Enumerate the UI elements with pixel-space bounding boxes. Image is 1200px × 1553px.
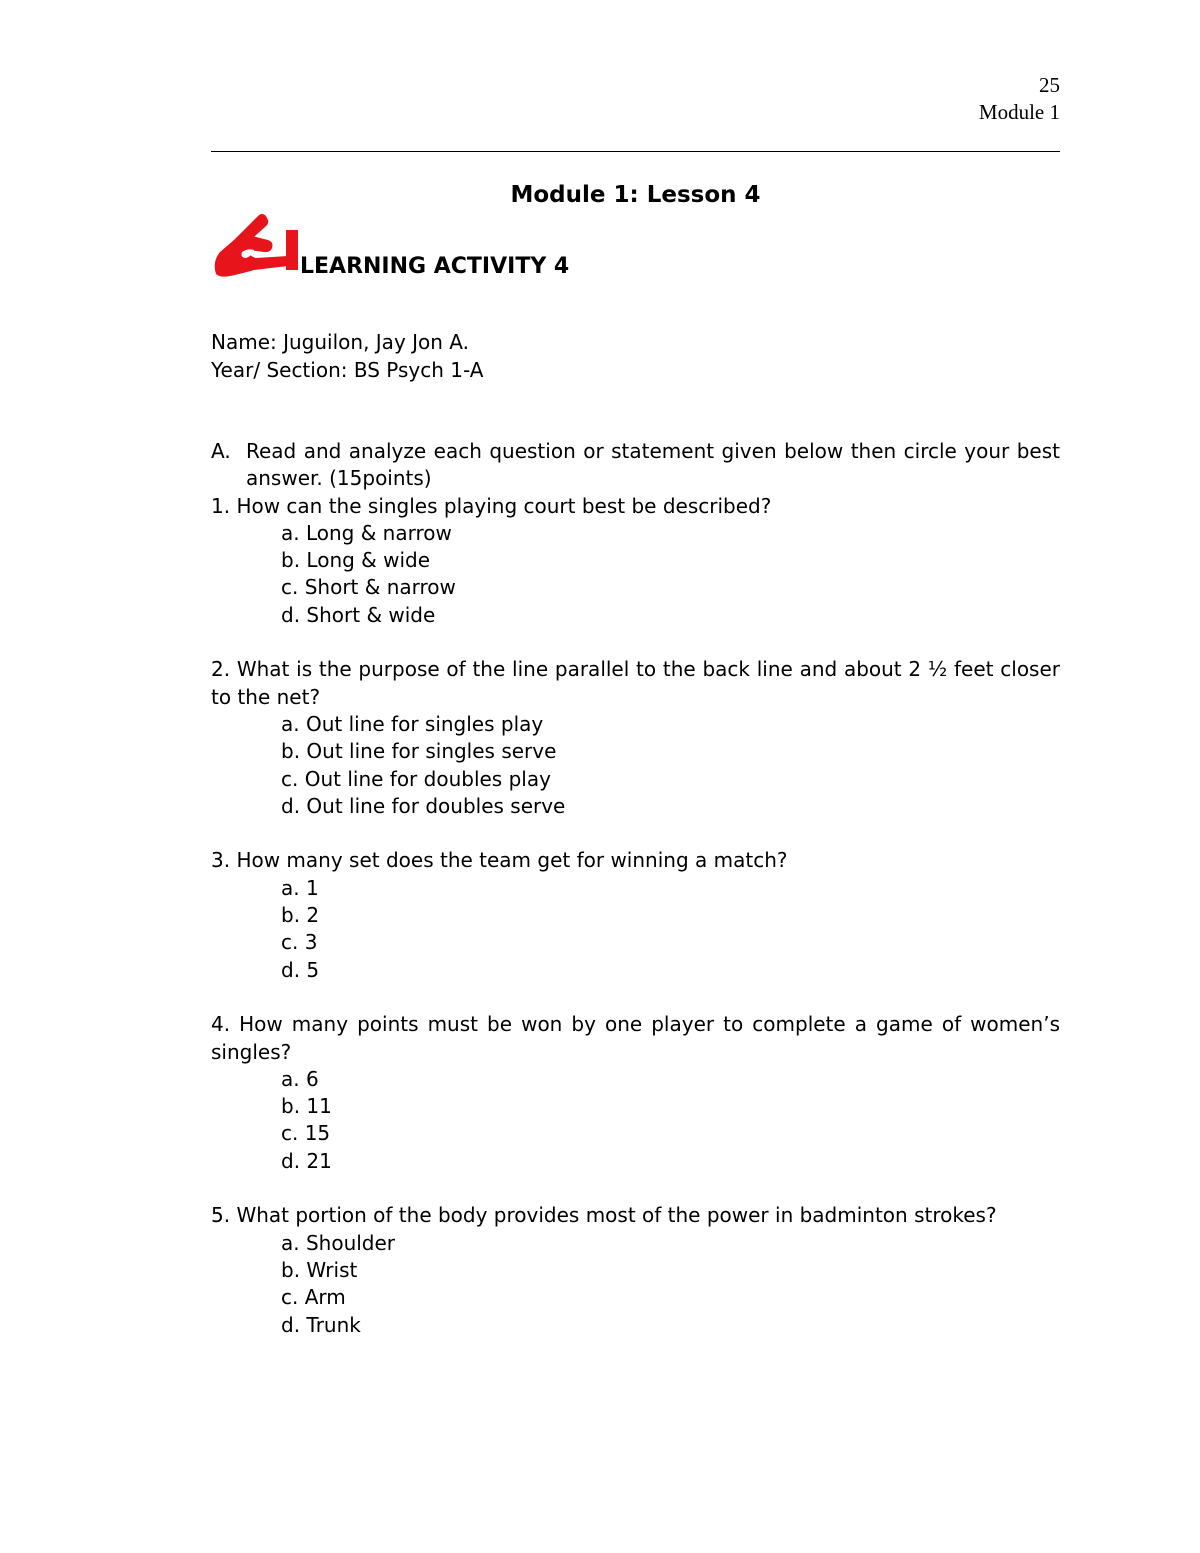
option[interactable]: a. 6 — [281, 1066, 319, 1091]
pointing-hand-icon — [212, 212, 298, 280]
question — [211, 493, 1060, 629]
option-list — [211, 875, 1060, 984]
option[interactable]: c. Short & narrow — [281, 575, 456, 600]
question — [211, 847, 1060, 983]
option[interactable]: d. Short & wide — [281, 602, 436, 627]
option-list — [211, 711, 1060, 820]
quiz-content — [211, 438, 1060, 1339]
option[interactable]: a. Long & narrow — [281, 520, 452, 545]
option[interactable]: b. Out line for singles serve — [281, 739, 557, 764]
option[interactable]: c. Arm — [281, 1285, 346, 1310]
option-list — [211, 1066, 1060, 1175]
question — [211, 1011, 1060, 1175]
header-divider — [211, 151, 1060, 152]
question-text: 1. How can the singles playing court best be described? — [211, 493, 772, 518]
question-text: 5. What portion of the body provides most of the power in badminton strokes? — [211, 1203, 997, 1228]
option[interactable]: c. Out line for doubles play — [281, 766, 551, 791]
option[interactable]: b. Wrist — [281, 1257, 358, 1282]
option-list — [211, 520, 1060, 629]
question-text: 3. How many set does the team get for winning a match? — [211, 848, 788, 873]
page-number: 25 — [1039, 73, 1060, 97]
option[interactable]: d. 21 — [281, 1148, 332, 1173]
lesson-title: Module 1: Lesson 4 — [510, 182, 761, 208]
instruction — [211, 438, 1060, 493]
option[interactable]: b. 2 — [281, 903, 320, 928]
option[interactable]: a. 1 — [281, 875, 319, 900]
option[interactable]: b. Long & wide — [281, 548, 431, 573]
option[interactable]: d. Out line for doubles serve — [281, 793, 566, 818]
page-header — [979, 72, 1060, 126]
question — [211, 1202, 1060, 1338]
option[interactable]: d. Trunk — [281, 1312, 361, 1337]
option[interactable]: c. 15 — [281, 1121, 331, 1146]
student-name: Name: Juguilon, Jay Jon A. — [211, 330, 469, 354]
option[interactable]: d. 5 — [281, 957, 320, 982]
option[interactable]: c. 3 — [281, 930, 318, 955]
activity-title: LEARNING ACTIVITY 4 — [300, 254, 570, 279]
question — [211, 656, 1060, 820]
question-text: 2. What is the purpose of the line parallel to the back line and about 2 ½ feet closer to the net? — [211, 657, 1060, 709]
student-section: Year/ Section: BS Psych 1-A — [211, 358, 484, 382]
question-text: 4. How many points must be won by one player to complete a game of women’s singles? — [211, 1012, 1060, 1064]
instruction-marker: A. — [211, 439, 231, 463]
module-label: Module 1 — [978, 100, 1060, 124]
option[interactable]: a. Out line for singles play — [281, 711, 544, 736]
option-list — [211, 1230, 1060, 1339]
instruction-text: Read and analyze each question or statement given below then circle your best answer. (15points) — [246, 439, 1060, 491]
option[interactable]: a. Shoulder — [281, 1230, 396, 1255]
option[interactable]: b. 11 — [281, 1094, 332, 1119]
